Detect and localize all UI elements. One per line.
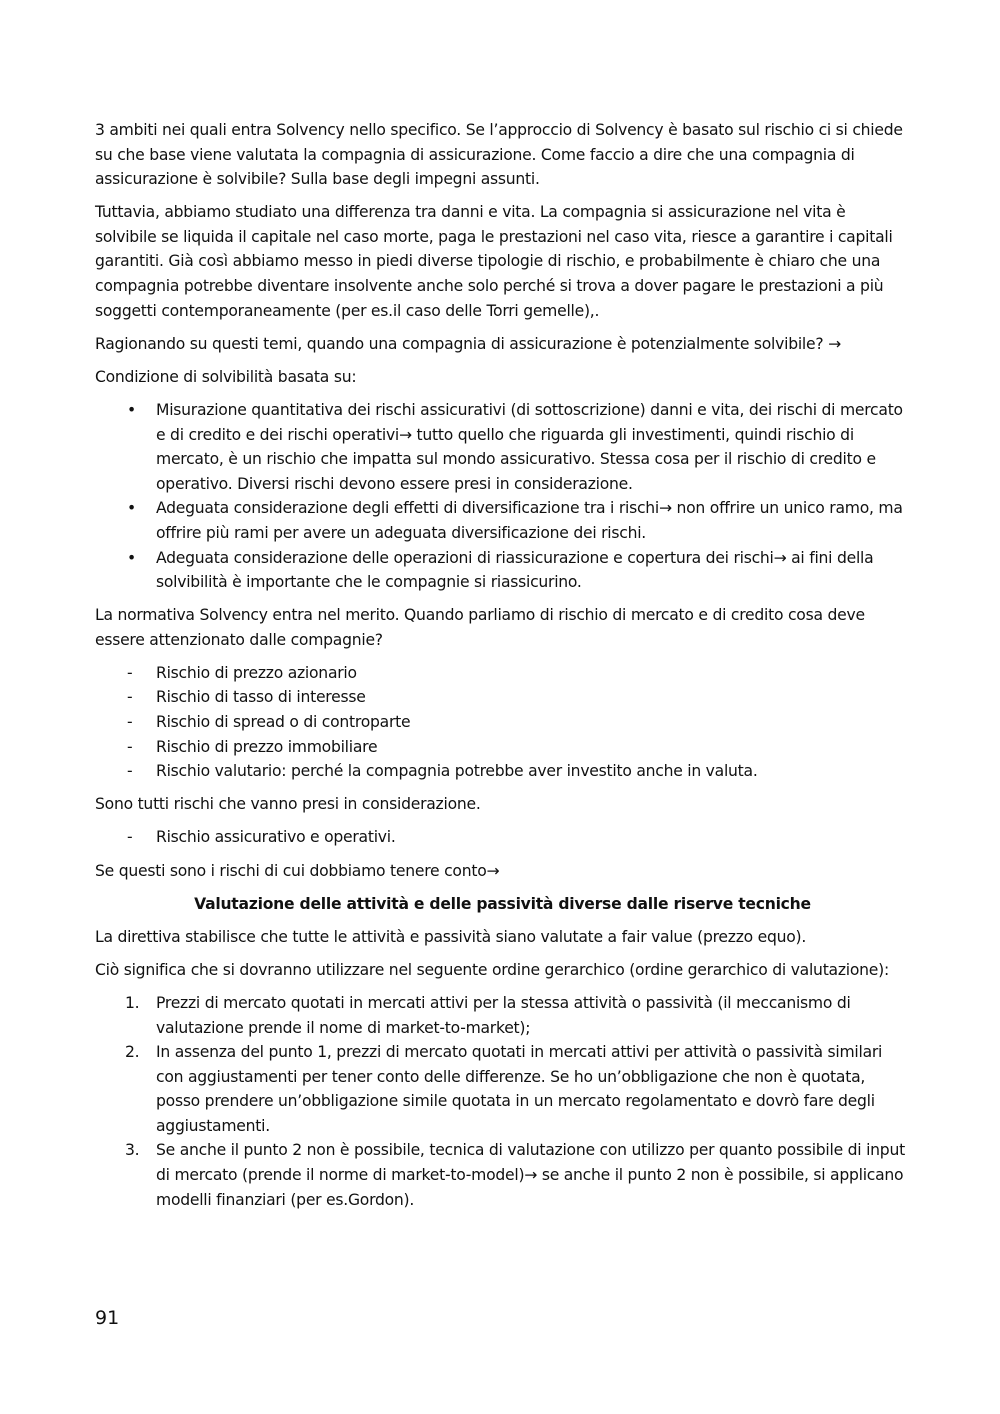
- bullet-marker: •: [127, 499, 136, 518]
- list-item-text: Adeguata considerazione delle operazioni di riassicurazione e copertura dei rischi→ ai fini della solvibilità è importante che le compagnie si riassicurino.: [156, 548, 874, 592]
- numbered-list: [95, 991, 910, 1212]
- list-item-text: Rischio assicurativo e operativi.: [156, 828, 396, 847]
- list-item: [95, 1138, 910, 1212]
- paragraph: Condizione di solvibilità basata su:: [95, 367, 357, 386]
- list-item-text: Rischio di tasso di interesse: [156, 688, 366, 707]
- list-item-text: Rischio di prezzo immobiliare: [156, 737, 378, 756]
- list-item-text: Rischio di spread o di controparte: [156, 713, 411, 732]
- bullet-marker: •: [127, 548, 136, 567]
- dash-list: [95, 661, 910, 784]
- list-item: [95, 759, 910, 784]
- paragraph: Sono tutti rischi che vanno presi in considerazione.: [95, 795, 481, 814]
- dash-marker: -: [127, 663, 133, 682]
- dash-marker: -: [127, 688, 133, 707]
- bullet-marker: •: [127, 400, 136, 419]
- list-item-text: Rischio di prezzo azionario: [156, 663, 357, 682]
- list-item: [95, 825, 910, 850]
- list-item: [95, 991, 910, 1040]
- list-item: [95, 661, 910, 686]
- list-item-text: Adeguata considerazione degli effetti di diversificazione tra i rischi→ non offrire un unico ramo, ma offrire più rami per avere un adeguata diversificazione dei rischi.: [156, 499, 903, 542]
- paragraph: Ciò significa che si dovranno utilizzare nel seguente ordine gerarchico (ordine gerarchico di valutazione):: [95, 960, 889, 979]
- paragraph: Ragionando su questi temi, quando una compagnia di assicurazione è potenzialmente solvibile? →: [95, 334, 841, 353]
- paragraph: Se questi sono i rischi di cui dobbiamo tenere conto→: [95, 861, 500, 880]
- paragraph: La normativa Solvency entra nel merito. Quando parliamo di rischio di mercato e di credito cosa deve essere attenzionato dalle compagnie?: [95, 606, 865, 649]
- list-item-text: In assenza del punto 1, prezzi di mercato quotati in mercati attivi per attività o passività similari con aggiustamenti per tener conto delle differenze. Se ho un’obbligazione che non è quotata, posso prendere un’obbligazione simile quotata in un mercato regolamentato e dovrò fare degli aggiustamenti.: [156, 1043, 883, 1135]
- page-number: 91: [95, 1307, 120, 1329]
- list-item: [95, 398, 910, 496]
- dash-marker: -: [127, 762, 133, 781]
- dash-marker: -: [127, 737, 133, 756]
- dash-list: [95, 825, 910, 850]
- bullet-list: [95, 398, 910, 595]
- list-number: 1.: [125, 993, 140, 1012]
- list-item-text: Misurazione quantitativa dei rischi assicurativi (di sottoscrizione) danni e vita, dei rischi di mercato e di credito e dei rischi operativi→ tutto quello che riguarda gli investimenti, quindi rischio di mercato, è un rischio che impatta sul mondo assicurativo. Stessa cosa per il rischio di credito e operativo. Diversi rischi devono essere presi in considerazione.: [156, 400, 903, 493]
- list-item: [95, 496, 910, 545]
- list-item-text: Se anche il punto 2 non è possibile, tecnica di valutazione con utilizzo per quanto possibile di input di mercato (prende il norme di market-to-model)→ se anche il punto 2 non è possibile, si applicano modelli finanziari (per es.Gordon).: [156, 1141, 905, 1209]
- dash-marker: -: [127, 713, 133, 732]
- list-item: [95, 1040, 910, 1138]
- list-item: [95, 546, 910, 595]
- section-heading: Valutazione delle attività e delle passività diverse dalle riserve tecniche: [194, 894, 811, 913]
- list-item: [95, 735, 910, 760]
- paragraph: La direttiva stabilisce che tutte le attività e passività siano valutate a fair value (prezzo equo).: [95, 927, 807, 946]
- list-item-text: Rischio valutario: perché la compagnia potrebbe aver investito anche in valuta.: [156, 762, 758, 781]
- list-item-text: Prezzi di mercato quotati in mercati attivi per la stessa attività o passività (il meccanismo di valutazione prende il nome di market-to-market);: [156, 993, 851, 1037]
- paragraph: 3 ambiti nei quali entra Solvency nello specifico. Se l’approccio di Solvency è basato sul rischio ci si chiede su che base viene valutata la compagnia di assicurazione. Come faccio a dire che una compagnia di assicurazione è solvibile? Sulla base degli impegni assunti.: [95, 121, 903, 189]
- paragraph: Tuttavia, abbiamo studiato una differenza tra danni e vita. La compagnia si assicurazione nel vita è solvibile se liquida il capitale nel caso morte, paga le prestazioni nel caso vita, riesce a garantire i capitali garantiti. Già così abbiamo messo in piedi diverse tipologie di rischio, e probabilmente è chiaro che una compagnia potrebbe diventare insolvente anche solo perché si trova a dover pagare le prestazioni a più soggetti contemporaneamente (per es.il caso delle Torri gemelle),.: [95, 203, 893, 320]
- list-item: [95, 710, 910, 735]
- dash-marker: -: [127, 828, 133, 847]
- list-item: [95, 685, 910, 710]
- page-content: [95, 118, 910, 1221]
- list-number: 2.: [125, 1043, 140, 1062]
- list-number: 3.: [125, 1141, 140, 1160]
